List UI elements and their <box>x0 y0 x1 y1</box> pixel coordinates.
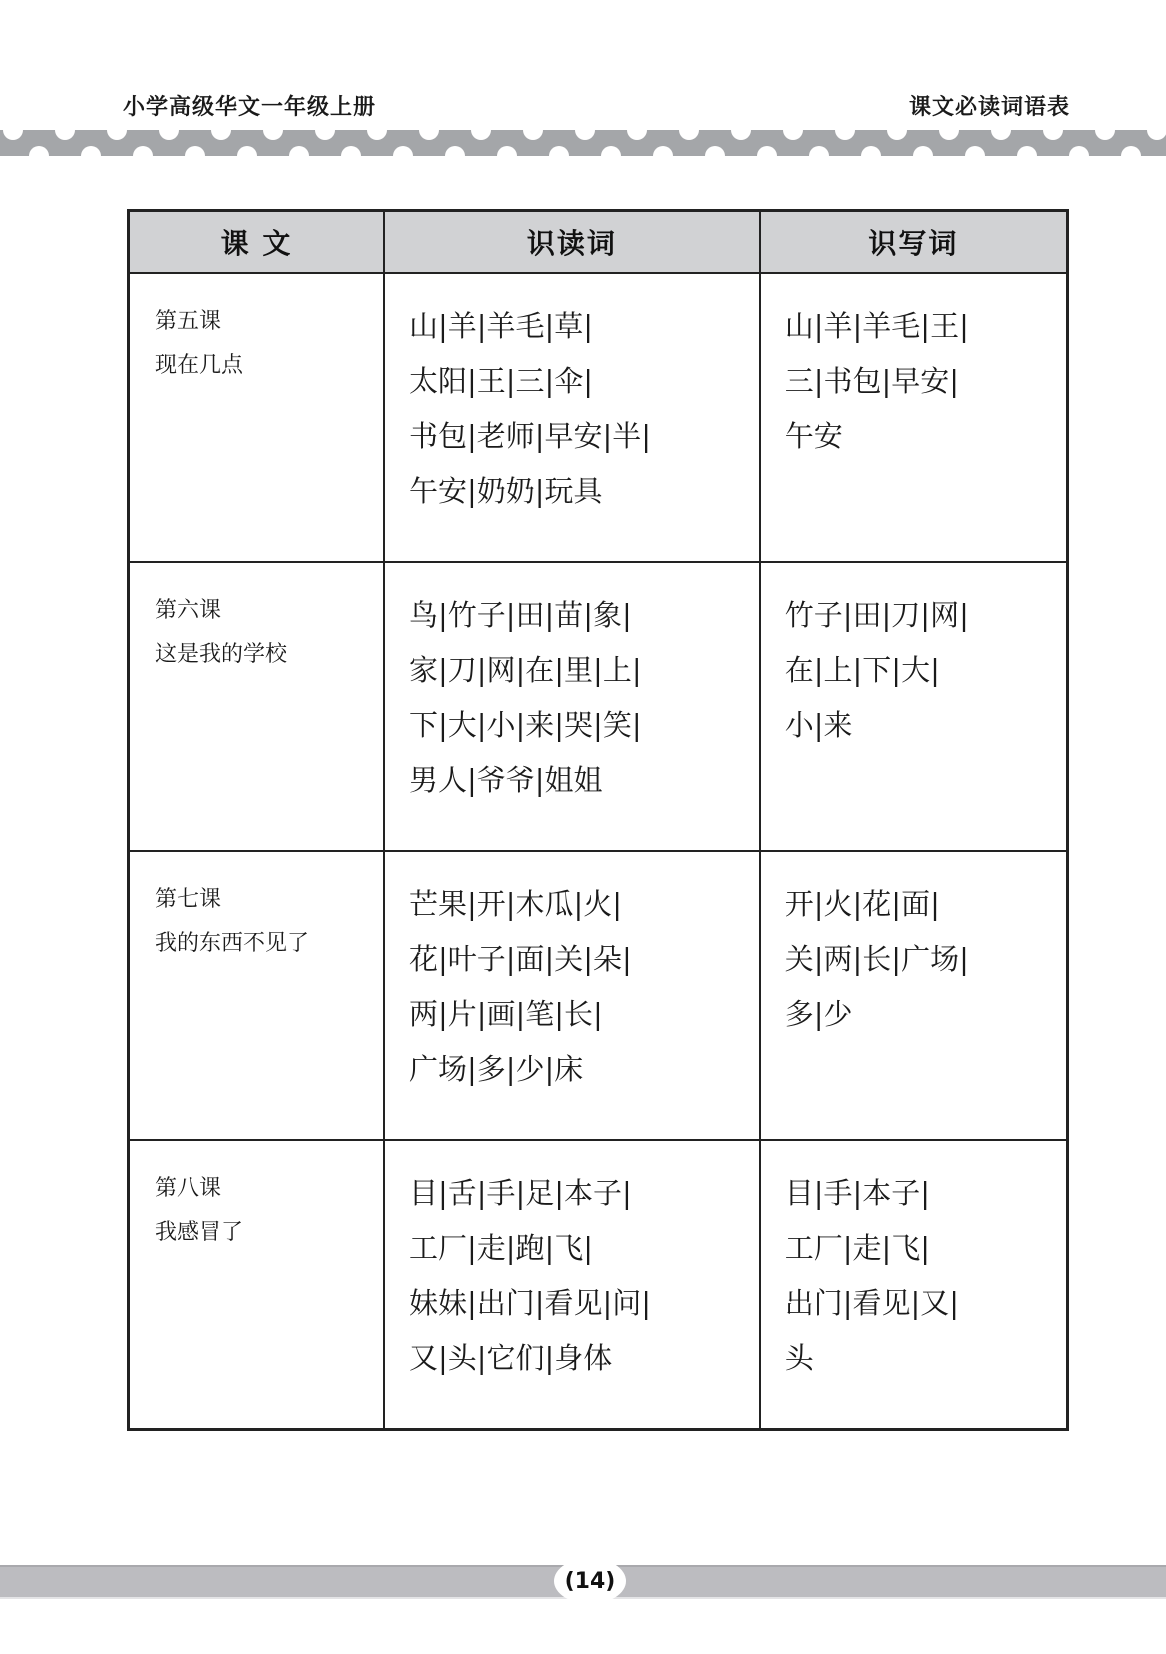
lesson-cell <box>129 1140 384 1430</box>
lesson-title: 现在几点 <box>155 353 244 378</box>
write-words-cell <box>760 1140 1068 1430</box>
read-words-line: 家|刀|网|在|里|上| <box>408 653 642 687</box>
write-words-cell <box>760 851 1068 1140</box>
table-row <box>129 562 1068 851</box>
header-book-title: 小学高级华文一年级上册 <box>123 95 377 120</box>
write-words-line: 关|两|长|广场| <box>784 942 969 976</box>
scallop-border-decoration <box>0 130 1166 156</box>
read-words-line: 太阳|王|三|伞| <box>408 364 594 398</box>
write-words-line: 小|来 <box>784 708 853 742</box>
read-words-line: 芒果|开|木瓜|火| <box>408 887 623 921</box>
write-words-line: 目|手|本子| <box>784 1176 931 1210</box>
read-words-line: 男人|爷爷|姐姐 <box>408 763 603 797</box>
write-words-line: 多|少 <box>784 997 853 1031</box>
lesson-cell <box>129 851 384 1140</box>
read-words-line: 下|大|小|来|哭|笑| <box>408 708 642 742</box>
table-row <box>129 851 1068 1140</box>
write-words-cell <box>760 562 1068 851</box>
lesson-number: 第五课 <box>155 309 222 334</box>
page-number: (14) <box>554 1558 626 1604</box>
read-words-line: 山|羊|羊毛|草| <box>408 309 594 343</box>
read-words-line: 广场|多|少|床 <box>408 1052 584 1086</box>
table-row <box>129 273 1068 562</box>
read-words-line: 又|头|它们|身体 <box>408 1341 613 1375</box>
header-section-title: 课文必读词语表 <box>908 95 1070 120</box>
read-words-line: 午安|奶奶|玩具 <box>408 474 603 508</box>
write-words-line: 午安 <box>784 419 843 453</box>
vocabulary-table <box>127 209 1069 1431</box>
read-words-line: 鸟|竹子|田|苗|象| <box>408 598 632 632</box>
lesson-title: 我的东西不见了 <box>155 931 310 956</box>
read-words-line: 工厂|走|跑|飞| <box>408 1231 594 1265</box>
write-words-line: 工厂|走|飞| <box>784 1231 931 1265</box>
write-words-line: 山|羊|羊毛|王| <box>784 309 969 343</box>
read-words-line: 两|片|画|笔|长| <box>408 997 603 1031</box>
column-header-lesson: 课 文 <box>129 211 384 274</box>
read-words-cell <box>384 851 760 1140</box>
read-words-line: 妹妹|出门|看见|问| <box>408 1286 652 1320</box>
table-row <box>129 1140 1068 1430</box>
lesson-number: 第八课 <box>155 1176 222 1201</box>
write-words-line: 出门|看见|又| <box>784 1286 960 1320</box>
read-words-cell <box>384 273 760 562</box>
lesson-title: 这是我的学校 <box>155 642 288 667</box>
lesson-title: 我感冒了 <box>155 1220 244 1245</box>
table-header-row <box>129 211 1068 274</box>
lesson-cell <box>129 562 384 851</box>
lesson-number: 第六课 <box>155 598 222 623</box>
write-words-line: 竹子|田|刀|网| <box>784 598 969 632</box>
write-words-line: 头 <box>784 1341 814 1375</box>
write-words-line: 在|上|下|大| <box>784 653 940 687</box>
read-words-cell <box>384 1140 760 1430</box>
column-header-read-words: 识读词 <box>384 211 760 274</box>
write-words-line: 开|火|花|面| <box>784 887 940 921</box>
write-words-line: 三|书包|早安| <box>784 364 960 398</box>
read-words-line: 花|叶子|面|关|朵| <box>408 942 632 976</box>
write-words-cell <box>760 273 1068 562</box>
read-words-line: 目|舌|手|足|本子| <box>408 1176 632 1210</box>
read-words-line: 书包|老师|早安|半| <box>408 419 652 453</box>
read-words-cell <box>384 562 760 851</box>
column-header-write-words: 识写词 <box>760 211 1068 274</box>
lesson-cell <box>129 273 384 562</box>
lesson-number: 第七课 <box>155 887 222 912</box>
